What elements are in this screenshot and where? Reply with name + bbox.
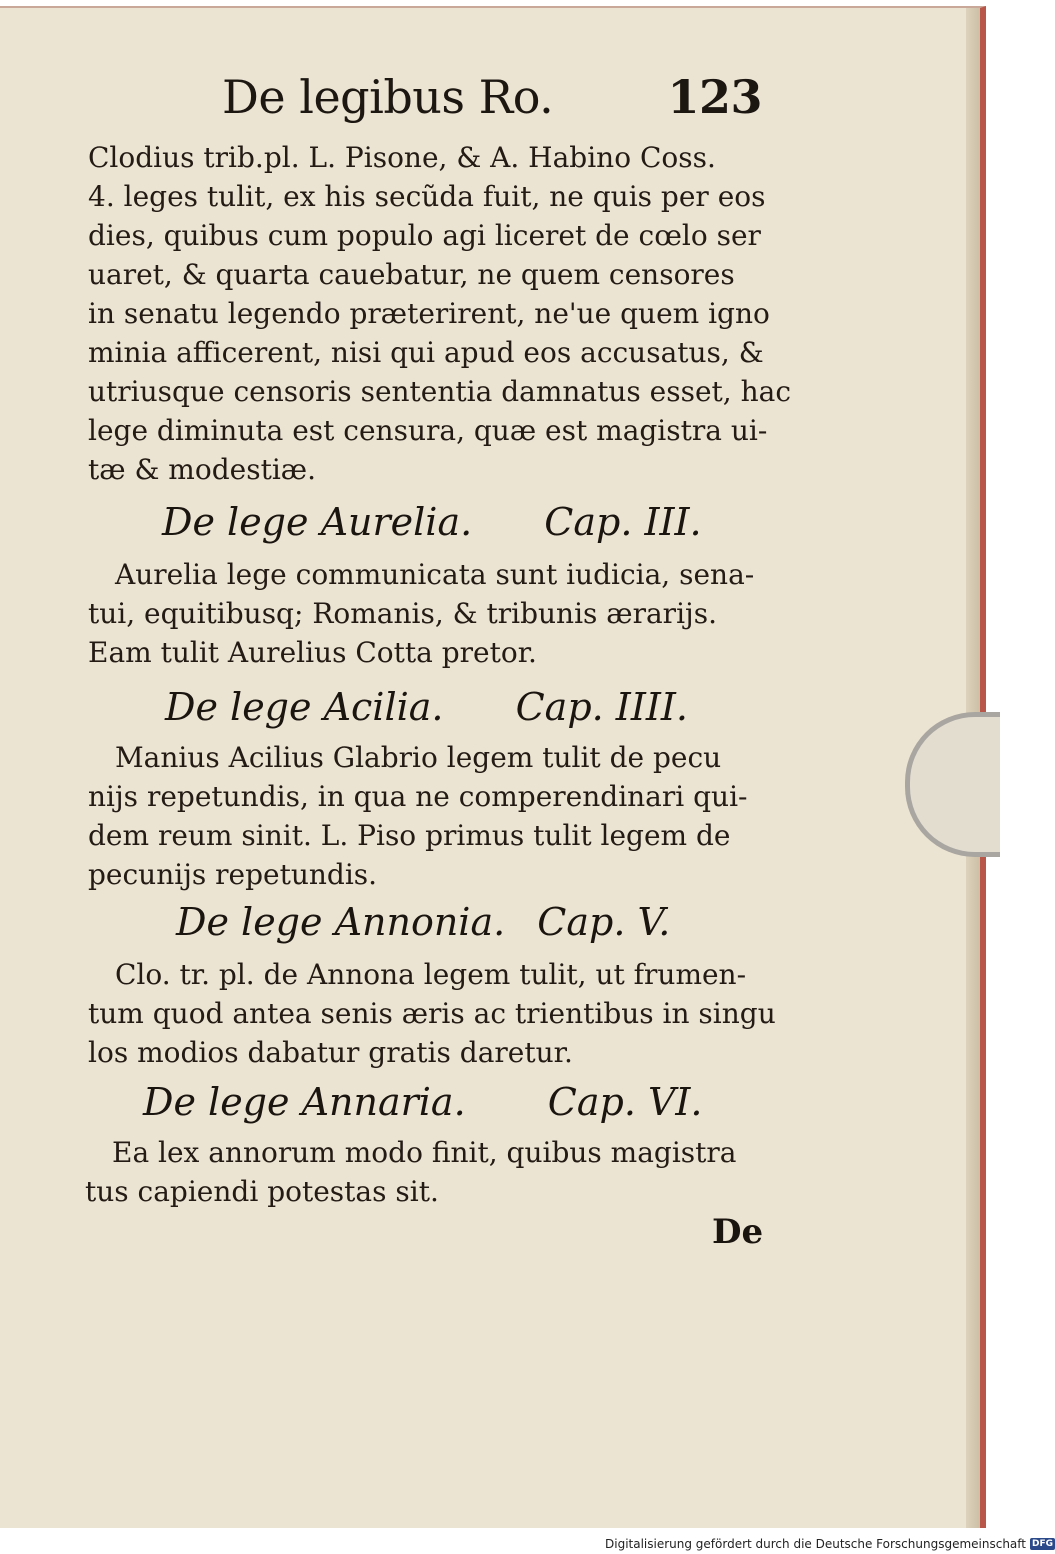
text-line: Manius Acilius Glabrio legem tulit de pecu (115, 741, 722, 774)
credit-text: Digitalisierung gefördert durch die Deutsche Forschungsgemeinschaft (605, 1537, 1027, 1551)
opening-paragraph (88, 138, 791, 489)
text-line: Ea lex annorum modo finit, quibus magistra (112, 1136, 737, 1169)
heading-title: De lege Annaria. (143, 1080, 466, 1124)
heading-title: De lege Aurelia. (162, 500, 473, 544)
text-line: tus capiendi potestas sit. (85, 1175, 439, 1208)
catchword: De (712, 1212, 764, 1252)
text-line: in senatu legendo præterirent, ne'ue quem igno (88, 297, 770, 330)
chapter-number: Cap. VI. (547, 1080, 703, 1124)
text-line: Clo. tr. pl. de Annona legem tulit, ut frumen- (115, 958, 747, 991)
folio-number: 123 (667, 70, 762, 124)
text-line: los modios dabatur gratis daretur. (88, 1036, 573, 1069)
section-heading-acilia (165, 685, 688, 729)
section-text-acilia (88, 738, 775, 894)
text-line: Aurelia lege communicata sunt iudicia, sena- (115, 558, 755, 591)
text-line: tum quod antea senis æris ac trientibus in singu (88, 997, 776, 1030)
text-line: 4. leges tulit, ex his secũda fuit, ne quis per eos (88, 180, 766, 213)
chapter-number: Cap. V. (537, 900, 671, 944)
section-text-aurelia (88, 555, 775, 672)
section-heading-annaria (143, 1080, 703, 1124)
dfg-logo: DFG (1032, 1539, 1054, 1549)
text-line: uaret, & quarta cauebatur, ne quem censores (88, 258, 735, 291)
section-heading-annonia (176, 900, 670, 944)
text-line: minia afficerent, nisi qui apud eos accusatus, & (88, 336, 764, 369)
chapter-number: Cap. IIII. (515, 685, 688, 729)
digitization-credit (605, 1534, 1054, 1554)
text-line: tui, equitibusq; Romanis, & tribunis ærarijs. (88, 597, 717, 630)
running-title: De legibus Ro. (222, 70, 554, 124)
text-line: tæ & modestiæ. (88, 453, 316, 486)
text-line: lege diminuta est censura, quæ est magistra ui- (88, 414, 768, 447)
section-heading-aurelia (162, 500, 702, 544)
heading-title: De lege Acilia. (165, 685, 444, 729)
text-line: pecunijs repetundis. (88, 858, 378, 891)
text-line: dies, quibus cum populo agi liceret de cœlo ser (88, 219, 761, 252)
text-line: dem reum sinit. L. Piso primus tulit legem de (88, 819, 731, 852)
heading-title: De lege Annonia. (176, 900, 506, 944)
text-line: nijs repetundis, in qua ne comperendinari qui- (88, 780, 748, 813)
running-head (222, 70, 762, 130)
chapter-number: Cap. III. (544, 500, 702, 544)
text-line: Eam tulit Aurelius Cotta pretor. (88, 636, 537, 669)
text-line: Clodius trib.pl. L. Pisone, & A. Habino Coss. (88, 141, 716, 174)
section-text-annonia (88, 955, 776, 1072)
section-text-annaria (85, 1133, 772, 1211)
text-line: utriusque censoris sententia damnatus esset, hac (88, 375, 791, 408)
